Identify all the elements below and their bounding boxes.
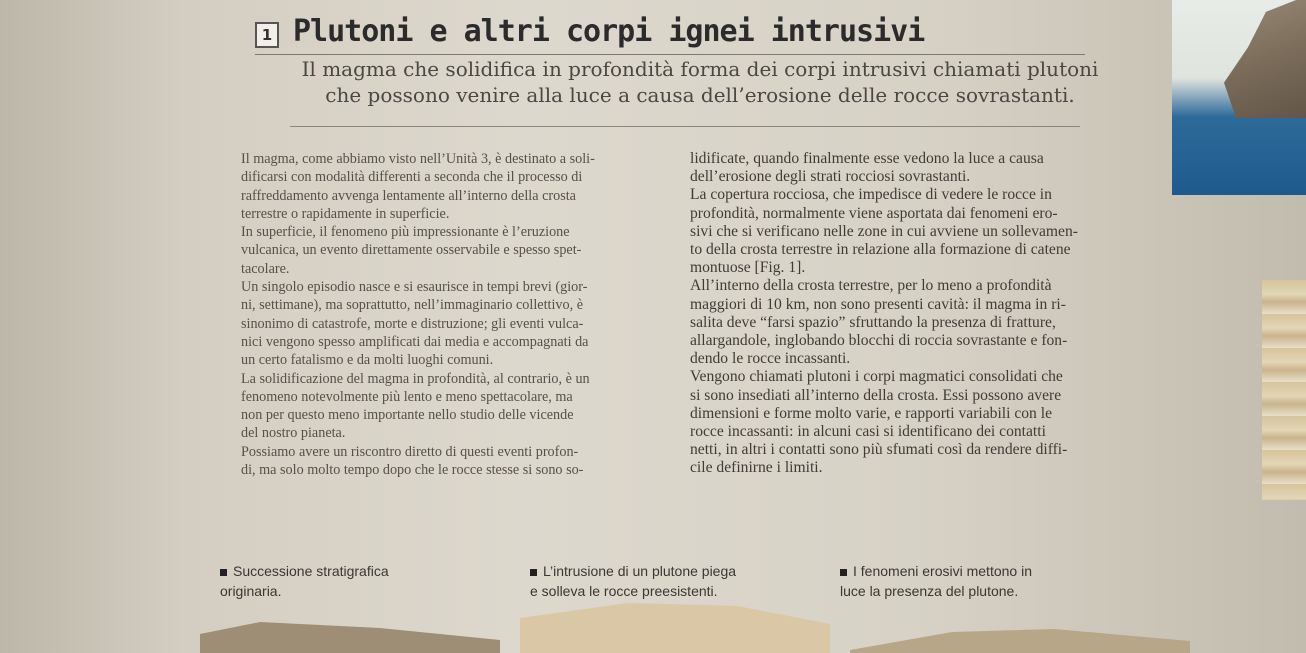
paragraph-line: lidificate, quando finalmente esse vedono la luce a causa xyxy=(690,150,1044,167)
caption-line: luce la presenza del plutone. xyxy=(840,583,1019,599)
paragraph-line: cile definirne i limiti. xyxy=(690,459,823,477)
paragraph-line: ni, settimane), ma soprattutto, nell’immaginario collettivo, è xyxy=(241,297,583,314)
intro-divider xyxy=(290,126,1080,127)
caption-line: L’intrusione di un plutone piega xyxy=(543,563,737,579)
paragraph-line: sinonimo di catastrofe, morte e distruzione; gli eventi vulca- xyxy=(241,315,584,332)
paragraph-line: All’interno della crosta terrestre, per lo meno a profondità xyxy=(690,277,1052,295)
caption-line: Successione stratigrafica xyxy=(233,563,389,579)
erosion-diagram-3 xyxy=(850,614,1190,653)
paragraph-line: La solidificazione del magma in profondità, al contrario, è un xyxy=(241,370,590,387)
paragraph-line: fenomeno notevolmente più lento e meno spettacolare, ma xyxy=(241,388,573,405)
section-number: 1 xyxy=(255,22,279,48)
paragraph-line: Vengono chiamati plutoni i corpi magmatici consolidati che xyxy=(690,368,1063,386)
caption-line: e solleva le rocce preesistenti. xyxy=(530,583,718,599)
paragraph-line: maggiori di 10 km, non sono presenti cavità: il magma in ri- xyxy=(690,295,1066,313)
figure-caption-3 xyxy=(840,561,1100,601)
paragraph-line: La copertura rocciosa, che impedisce di vedere le rocce in xyxy=(690,186,1052,204)
geology-diagram-strip xyxy=(200,600,1200,653)
paragraph-line: sivi che si verificano nelle zone in cui avviene un sollevamen- xyxy=(690,222,1078,240)
text-line: Il magma, come abbiamo visto nell’Unità 3, è destinato a soli- xyxy=(241,151,595,167)
paragraph-line: terrestre o rapidamente in superficie. xyxy=(241,205,450,222)
paragraph-line: In superficie, il fenomeno più impressionante è l’eruzione xyxy=(241,224,570,241)
section-title: Plutoni e altri corpi ignei intrusivi xyxy=(293,14,925,49)
bullet-icon xyxy=(840,569,847,576)
intro-line: che possono venire alla luce a causa dell’erosione delle rocce sovrastanti. xyxy=(325,83,1075,107)
paragraph-line xyxy=(241,150,676,168)
paragraph-line: salita deve “farsi spazio” sfruttando la presenza di fratture, xyxy=(690,313,1056,331)
paragraph-line: dendo le rocce incassanti. xyxy=(690,350,851,368)
caption-line: originaria. xyxy=(220,583,282,599)
paragraph-line: rocce incassanti: in alcuni casi si identificano dei contatti xyxy=(690,423,1046,441)
paragraph-line: vulcanica, un evento direttamente osservabile e spesso spet- xyxy=(241,242,582,259)
paragraph-line: non per questo meno importante nello studio delle vicende xyxy=(241,407,574,424)
paragraph-line: nici vengono spesso amplificati dai media e accompagnati da xyxy=(241,333,589,350)
paragraph-line: to della crosta terrestre in relazione alla formazione di catene xyxy=(690,241,1071,259)
paragraph-line: un certo fatalismo e da molti luoghi comuni. xyxy=(241,352,494,369)
strata-diagram-1 xyxy=(200,610,500,653)
paragraph-line: profondità, normalmente viene asportata dai fenomeni ero- xyxy=(690,204,1058,222)
paragraph-line: del nostro pianeta. xyxy=(241,425,346,442)
bullet-icon xyxy=(530,569,537,576)
paragraph-line: Un singolo episodio nasce e si esaurisce in tempi brevi (gior- xyxy=(241,279,588,296)
intro-text xyxy=(285,56,1115,108)
title-divider xyxy=(255,54,1085,55)
paragraph-line: dimensioni e forme molto varie, e rapporti variabili con le xyxy=(690,404,1053,422)
paragraph-line: si sono insediati all’interno della crosta. Essi possono avere xyxy=(690,386,1062,404)
paragraph-line: dificarsi con modalità differenti a seconda che il processo di xyxy=(241,169,583,186)
paragraph-line: Possiamo avere un riscontro diretto di questi eventi profon- xyxy=(241,443,579,460)
paragraph-line: di, ma solo molto tempo dopo che le rocce stesse si sono so- xyxy=(241,462,584,479)
intro-line: Il magma che solidifica in profondità forma dei corpi intrusivi chiamati plutoni xyxy=(301,57,1099,81)
right-column-text xyxy=(690,150,1160,478)
figure-caption-2 xyxy=(530,561,800,601)
caption-line: I fenomeni erosivi mettono in xyxy=(853,563,1032,579)
strata-illustration xyxy=(1262,280,1306,500)
paragraph-line: netti, in altri i contatti sono più sfumati così da rendere diffi- xyxy=(690,441,1068,459)
cliff-rock xyxy=(1212,0,1306,118)
figure-caption-1 xyxy=(220,561,470,601)
paragraph-line: montuose [Fig. 1]. xyxy=(690,259,806,277)
paragraph-line: dell’erosione degli strati rocciosi sovrastanti. xyxy=(690,168,971,186)
bullet-icon xyxy=(220,569,227,576)
left-column-text xyxy=(241,150,676,479)
cliff-photo xyxy=(1172,0,1306,195)
paragraph-line: tacolare. xyxy=(241,260,290,277)
paragraph-line: allargandole, inglobando blocchi di roccia sovrastante e fon- xyxy=(690,332,1068,350)
pluton-diagram-2 xyxy=(520,600,830,653)
section-heading xyxy=(255,14,924,49)
paragraph-line: raffreddamento avvenga lentamente all’interno della crosta xyxy=(241,187,576,204)
